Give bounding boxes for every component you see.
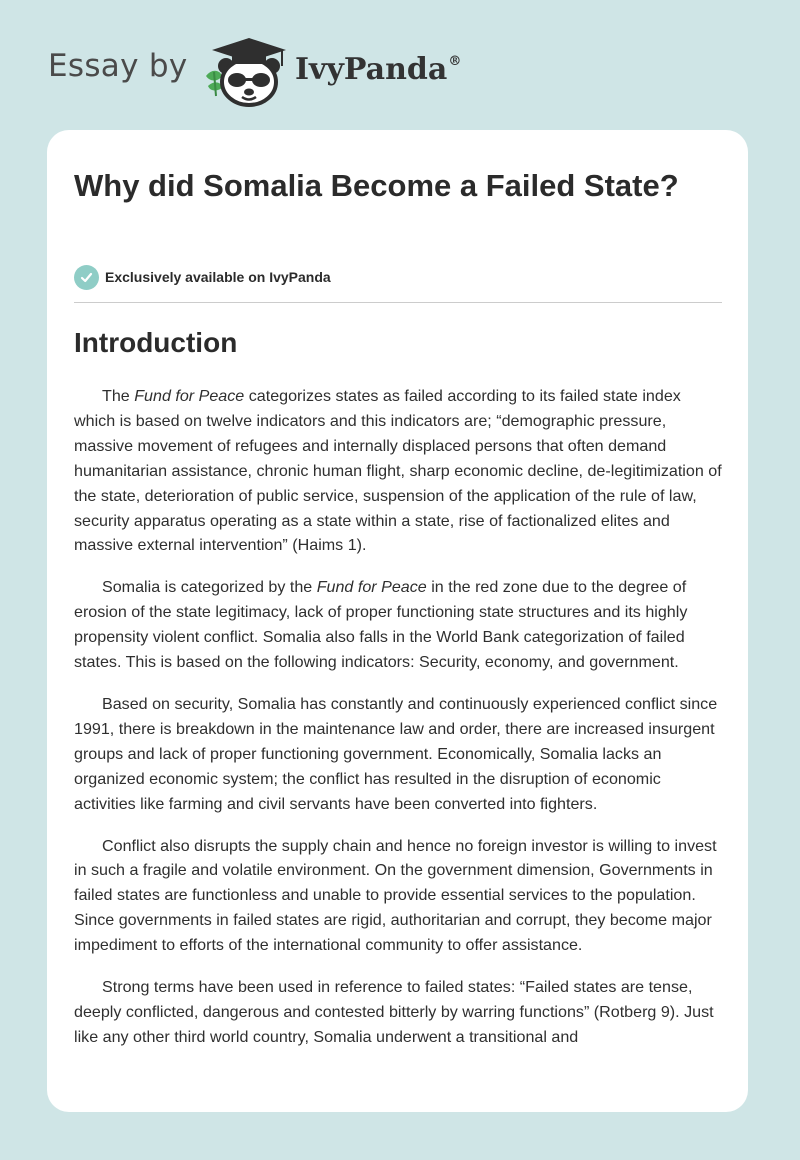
brand-logo-text[interactable] [295,52,461,87]
essay-body [74,384,724,1067]
trademark-symbol: ® [448,54,462,69]
paragraph-text: Somalia is categorized by the [102,578,317,597]
exclusive-label: Exclusively available on IvyPanda [105,269,331,285]
essay-by-label: Essay by [48,48,188,84]
check-circle-icon [74,265,99,290]
exclusive-badge [74,264,331,290]
section-heading: Introduction [74,327,238,358]
site-header [48,36,508,106]
paragraph-text: The [102,387,135,405]
paragraph: Strong terms have been used in reference to failed states: “Failed states are tense, deeply conflicted, dangerous and contested bitterly by warring functions” (Rotberg 9). Just like any other third world country, Somalia underwent a transitional and [74,978,714,1046]
paragraph: Conflict also disrupts the supply chain and hence no foreign investor is willing to invest in such a fragile and volatile environment. On the government dimension, Governments in failed states are functionless and unable to provide essential services to the population. Since governments in failed states are rigid, authoritarian and corrupt, they become major impediment to efforts of the international community to offer assistance. [74,836,717,955]
essay-title: Why did Somalia Become a Failed State? [74,168,679,203]
paragraph-text: categorizes states as failed according to its failed state index which is based on twelve indicators and this indicators are; “demographic pressure, massive movement of refugees and internally displaced persons that often demand humanitarian assistance, chronic human flight, sharp economic decline, de-legitimization of the state, deterioration of public service, suspension of the application of the rule of law, security apparatus operating as a state within a state, rise of factionalized elites and massive external intervention” (Haims 1). [74,387,722,555]
organization-name: Fund for Peace [134,387,245,405]
paragraph [74,575,724,675]
organization-name: Fund for Peace [316,578,427,597]
panda-graduation-cap-icon[interactable] [202,36,292,108]
essay-card [47,130,748,1112]
paragraph-text: in the red zone due to the degree of erosion of the state legitimacy, lack of proper functioning state structures and its highly propensity violent conflict. Somalia also falls in the World Bank categorization of failed states. This is based on the following indicators: Security, economy, and government. [74,578,688,672]
paragraph [74,384,724,558]
brand-name: IvyPanda [295,52,448,87]
paragraph: Based on security, Somalia has constantly and continuously experienced conflict since 1991, there is breakdown in the maintenance law and order, there are increased insurgent groups and lack of proper functioning government. Economically, Somalia lacks an organized economic system; the conflict has resulted in the disruption of economic activities like farming and civil servants have been converted into fighters. [74,694,718,813]
divider [74,302,722,303]
